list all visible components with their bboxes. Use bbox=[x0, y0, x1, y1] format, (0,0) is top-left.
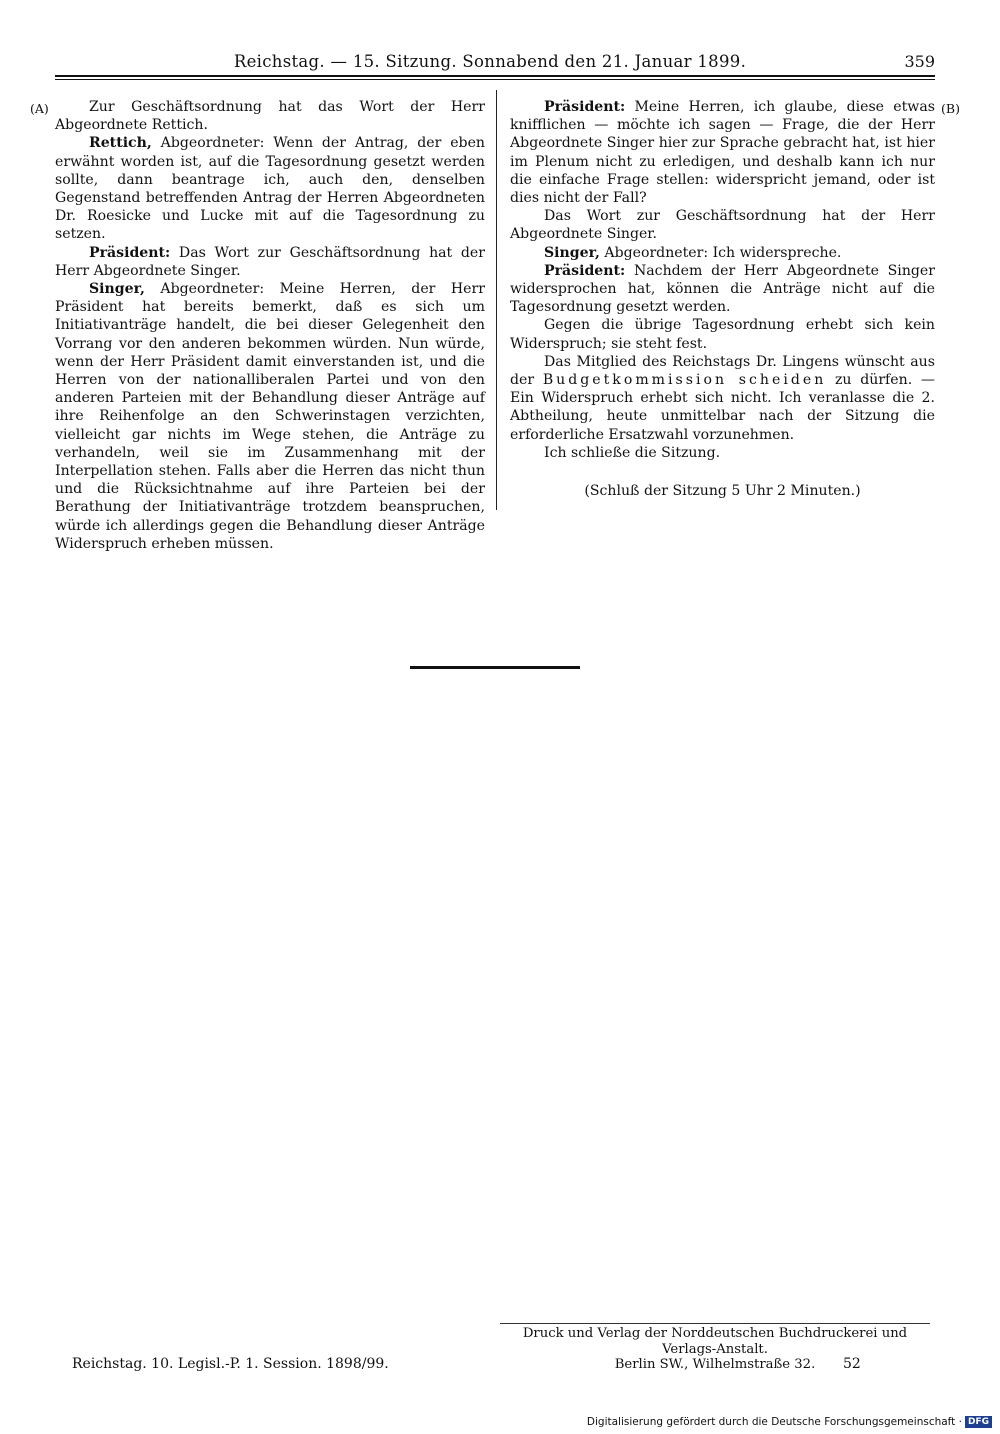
spaced-text: Budgetkommission scheiden bbox=[542, 372, 827, 389]
digitization-text: Digitalisierung gefördert durch die Deutsche Forschungsgemeinschaft · bbox=[586, 1416, 962, 1428]
paragraph: Zur Geschäftsordnung hat das Wort der Herr Abgeordnete Rettich. bbox=[55, 99, 485, 134]
speech-text: Das Mitglied des Reichstags Dr. Lingens wünscht aus der bbox=[510, 353, 935, 389]
paragraph: Das Wort zur Geschäftsordnung hat der Herr Abgeordnete Singer. bbox=[510, 208, 935, 243]
column-divider bbox=[496, 90, 497, 510]
speech-text: Abgeordneter: Wenn der Antrag, der eben erwähnt worden ist, auf die Tagesordnung gesetzt werden sollte, dann beantrage ich, auch den, denselben Gegenstand betreffenden Antrag der Herren Abgeordneten Dr. Roesicke und Lucke mit auf die Tagesordnung zu setzen. bbox=[55, 135, 485, 243]
dfg-logo-icon: DFG bbox=[965, 1416, 992, 1428]
page-header-title: Reichstag. — 15. Sitzung. Sonnabend den 21. Januar 1899. bbox=[233, 52, 747, 71]
left-column bbox=[55, 98, 485, 553]
speech-text: Meine Herren, ich glaube, diese etwas knifflichen — möchte ich sagen — Frage, die der Herr Abgeordnete Singer hier zur Sprache gebracht hat, ist hier im Plenum nicht zu erledigen, und deshalb kann ich nur die einfache Frage stellen: widerspricht jemand, oder ist dies nicht der Fall? bbox=[510, 99, 935, 207]
digitization-note bbox=[587, 1416, 992, 1428]
paragraph bbox=[510, 353, 935, 444]
speech-text: Abgeordneter: Meine Herren, der Herr Präsident hat bereits bemerkt, daß es sich um Initiativanträge handelt, die bei dieser Gelegenheit den Vorrang vor den anderen bekommen würden. Nun würde, wenn der Herr Präsident damit einverstanden ist, und die Herren von der nationalliberalen Partei und von den anderen Parteien mit der Behandlung dieser Anträge auf ihre Reihenfolge an den Schwerinstagen verzichten, vielleicht gar nichts im Wege stehen, die Anträge zu verhandeln, weil sie im Zusammenhang mit der Interpellation stehen. Falls aber die Herren das nicht thun und die Rücksichtnahme auf ihre Parteien bei der Berathung der Initiativanträge trotzdem beanspruchen, würde ich allerdings gegen die Behandlung dieser Anträge Widerspruch erheben müssen. bbox=[55, 281, 485, 552]
speaker-name: Rettich, bbox=[89, 135, 152, 152]
paragraph bbox=[55, 134, 485, 243]
speaker-name: Präsident: bbox=[544, 262, 626, 279]
speaker-name: Präsident: bbox=[89, 244, 171, 261]
speech-text: zu dürfen. — Ein Widerspruch erhebt sich nicht. Ich veranlasse die 2. Abtheilung, heute unmittelbar nach der Sitzung die erforderliche Ersatzwahl vorzunehmen. bbox=[510, 372, 935, 443]
header-rule bbox=[55, 75, 935, 77]
footnote-rule bbox=[500, 1323, 930, 1324]
paragraph: Gegen die übrige Tagesordnung erhebt sich kein Widerspruch; sie steht fest. bbox=[510, 317, 935, 352]
printer-line: Druck und Verlag der Norddeutschen Buchdruckerei und Verlags-Anstalt. bbox=[522, 1326, 908, 1357]
section-end-rule bbox=[410, 666, 580, 669]
right-column bbox=[510, 98, 935, 500]
speech-text: Abgeordneter: Ich widerspreche. bbox=[599, 244, 842, 261]
printer-address: Berlin SW., Wilhelmstraße 32. bbox=[614, 1357, 816, 1372]
speech-text: Das Wort zur Geschäftsordnung hat der Herr Abgeordnete Singer. bbox=[55, 244, 485, 279]
paragraph bbox=[510, 244, 935, 262]
paragraph bbox=[55, 280, 485, 553]
footer-signature-number: 52 bbox=[843, 1356, 861, 1372]
header-rule-thin bbox=[55, 79, 935, 80]
margin-mark-b: (B) bbox=[941, 101, 960, 116]
page-number: 359 bbox=[904, 52, 935, 71]
paragraph: Ich schließe die Sitzung. bbox=[544, 444, 721, 461]
printer-imprint bbox=[500, 1326, 930, 1373]
speaker-name: Präsident: bbox=[544, 99, 626, 115]
speech-text: Nachdem der Herr Abgeordnete Singer widersprochen hat, können die Anträge nicht auf die Tagesordnung gesetzt werden. bbox=[510, 262, 935, 316]
margin-mark-a: (A) bbox=[30, 101, 49, 116]
session-closing: (Schluß der Sitzung 5 Uhr 2 Minuten.) bbox=[584, 483, 861, 500]
paragraph bbox=[510, 262, 935, 317]
paragraph bbox=[55, 244, 485, 280]
speaker-name: Singer, bbox=[89, 281, 145, 298]
speaker-name: Singer, bbox=[544, 244, 600, 261]
footer-session-info: Reichstag. 10. Legisl.-P. 1. Session. 1898/99. bbox=[72, 1356, 389, 1372]
paragraph bbox=[510, 98, 935, 207]
